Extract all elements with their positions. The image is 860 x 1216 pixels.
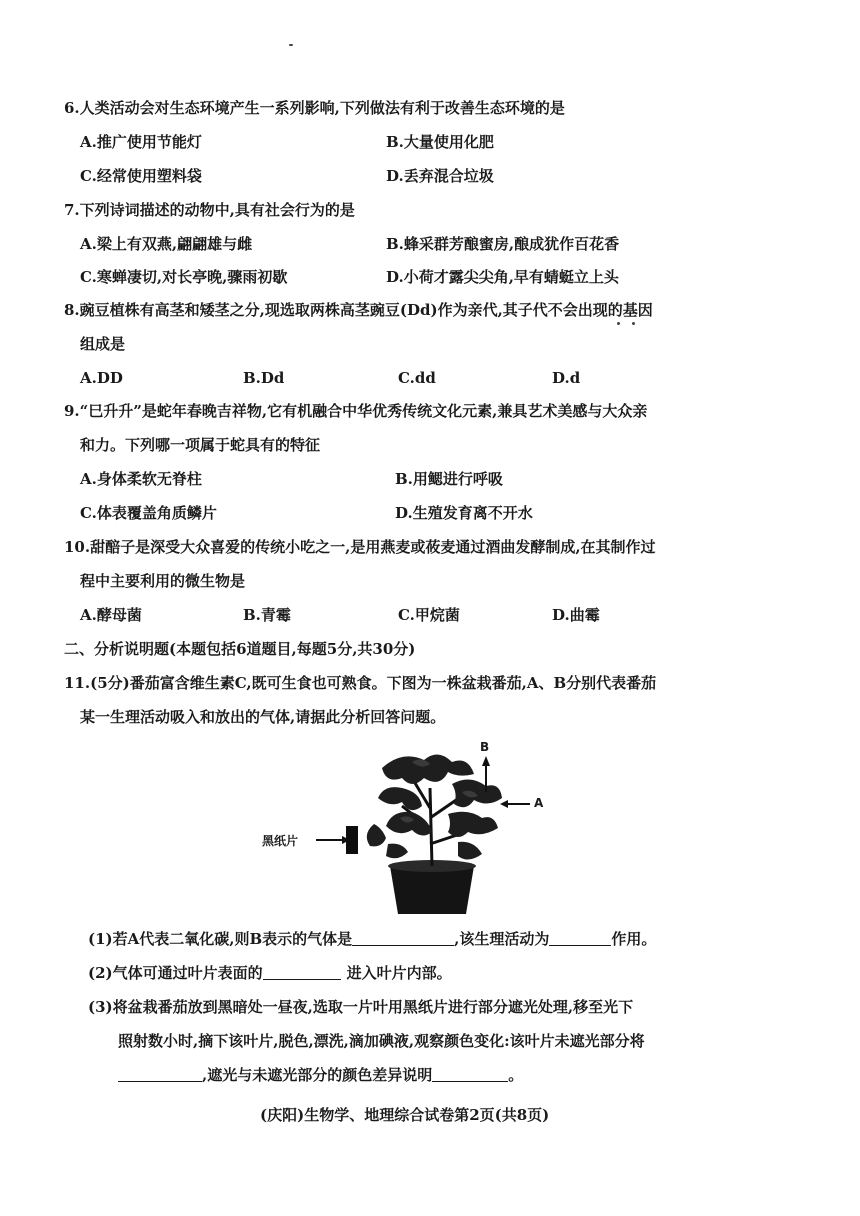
question-6-stem: 6.人类活动会对生态环境产生一系列影响,下列做法有利于改善生态环境的是	[64, 99, 565, 117]
question-9-option-b: B.用鳃进行呼吸	[395, 470, 503, 488]
question-9-option-d: D.生殖发育离不开水	[395, 504, 533, 522]
question-11-stem: 11.(5分)番茄富含维生素C,既可生食也可熟食。下图为一株盆栽番茄,A、B分别代表番茄	[64, 674, 657, 692]
question-10-option-a: A.酵母菌	[80, 606, 142, 624]
subquestion-1-part-a: (1)若A代表二氧化碳,则B表示的气体是	[88, 930, 353, 948]
question-8-option-a: A.DD	[80, 369, 123, 387]
question-10-option-b: B.青霉	[243, 606, 291, 624]
question-8-stem: 8.豌豆植株有高茎和矮茎之分,现选取两株高茎豌豆(Dd)作为亲代,其子代不会出现的基因	[64, 301, 653, 319]
subquestion-1-part-b: ,该生理活动为	[454, 930, 550, 948]
subquestion-2-part-b: 进入叶片内部。	[346, 964, 452, 982]
question-10-option-c: C.甲烷菌	[398, 606, 460, 624]
question-8-option-d: D.d	[552, 369, 581, 387]
emphasis-dot	[617, 322, 620, 325]
tomato-plant-figure	[262, 740, 562, 918]
answer-blank-process	[549, 931, 611, 946]
answer-blank-conclusion	[432, 1067, 508, 1082]
question-8-option-c: C.dd	[398, 369, 436, 387]
subquestion-3-part-a: ,遮光与未遮光部分的颜色差异说明	[202, 1066, 433, 1084]
subquestion-3-line-1: (3)将盆栽番茄放到黑暗处一昼夜,选取一片叶用黑纸片进行部分遮光处理,移至光下	[88, 998, 634, 1016]
section-2-heading: 二、分析说明题(本题包括6道题目,每题5分,共30分)	[64, 640, 416, 658]
scan-speck	[289, 44, 293, 46]
question-6-option-d: D.丢弃混合垃圾	[386, 167, 494, 185]
question-8-option-b: B.Dd	[243, 369, 285, 387]
question-6-option-c: C.经常使用塑料袋	[80, 167, 202, 185]
question-7-stem: 7.下列诗词描述的动物中,具有社会行为的是	[64, 201, 355, 219]
subquestion-1	[88, 929, 656, 949]
question-7-option-b: B.蜂采群芳酿蜜房,酿成犹作百花香	[386, 235, 620, 253]
answer-blank-structure	[263, 965, 341, 980]
question-9-option-a: A.身体柔软无脊柱	[80, 470, 202, 488]
subquestion-3-line-2: 照射数小时,摘下该叶片,脱色,漂洗,滴加碘液,观察颜色变化:该叶片未遮光部分将	[118, 1032, 645, 1050]
tomato-plant-illustration	[262, 748, 562, 918]
question-9-stem: 9.“巳升升”是蛇年春晚吉祥物,它有机融合中华优秀传统文化元素,兼具艺术美感与大众亲	[64, 402, 648, 420]
subquestion-3-line-3	[118, 1065, 523, 1085]
page-footer: (庆阳)生物学、地理综合试卷第2页(共8页)	[260, 1106, 550, 1124]
subquestion-2-part-a: (2)气体可通过叶片表面的	[88, 964, 263, 982]
answer-blank-color	[118, 1067, 202, 1082]
question-7-option-c: C.寒蝉凄切,对长亭晚,骤雨初歇	[80, 268, 288, 286]
question-10-option-d: D.曲霉	[552, 606, 600, 624]
label-black-paper: 黑纸片	[262, 834, 299, 848]
question-6-option-a: A.推广使用节能灯	[80, 133, 202, 151]
question-9-option-c: C.体表覆盖角质鳞片	[80, 504, 217, 522]
question-8-stem-cont: 组成是	[80, 335, 126, 353]
label-a: A	[534, 796, 544, 810]
answer-blank-gas	[352, 931, 454, 946]
question-9-stem-cont: 和力。下列哪一项属于蛇具有的特征	[80, 436, 321, 454]
label-b: B	[480, 740, 490, 754]
question-7-option-a: A.梁上有双燕,翩翩雄与雌	[80, 235, 253, 253]
subquestion-3-part-b: 。	[508, 1066, 524, 1084]
emphasis-dot	[632, 322, 635, 325]
question-6-option-b: B.大量使用化肥	[386, 133, 494, 151]
question-10-stem-cont: 程中主要利用的微生物是	[80, 572, 246, 590]
question-10-stem: 10.甜醅子是深受大众喜爱的传统小吃之一,是用燕麦或莜麦通过酒曲发酵制成,在其制作过	[64, 538, 656, 556]
subquestion-1-part-c: 作用。	[611, 930, 657, 948]
pot-body	[390, 866, 474, 914]
subquestion-2	[88, 963, 452, 983]
question-11-stem-cont: 某一生理活动吸入和放出的气体,请据此分析回答问题。	[80, 708, 446, 726]
question-7-option-d: D.小荷才露尖尖角,早有蜻蜓立上头	[386, 268, 619, 286]
